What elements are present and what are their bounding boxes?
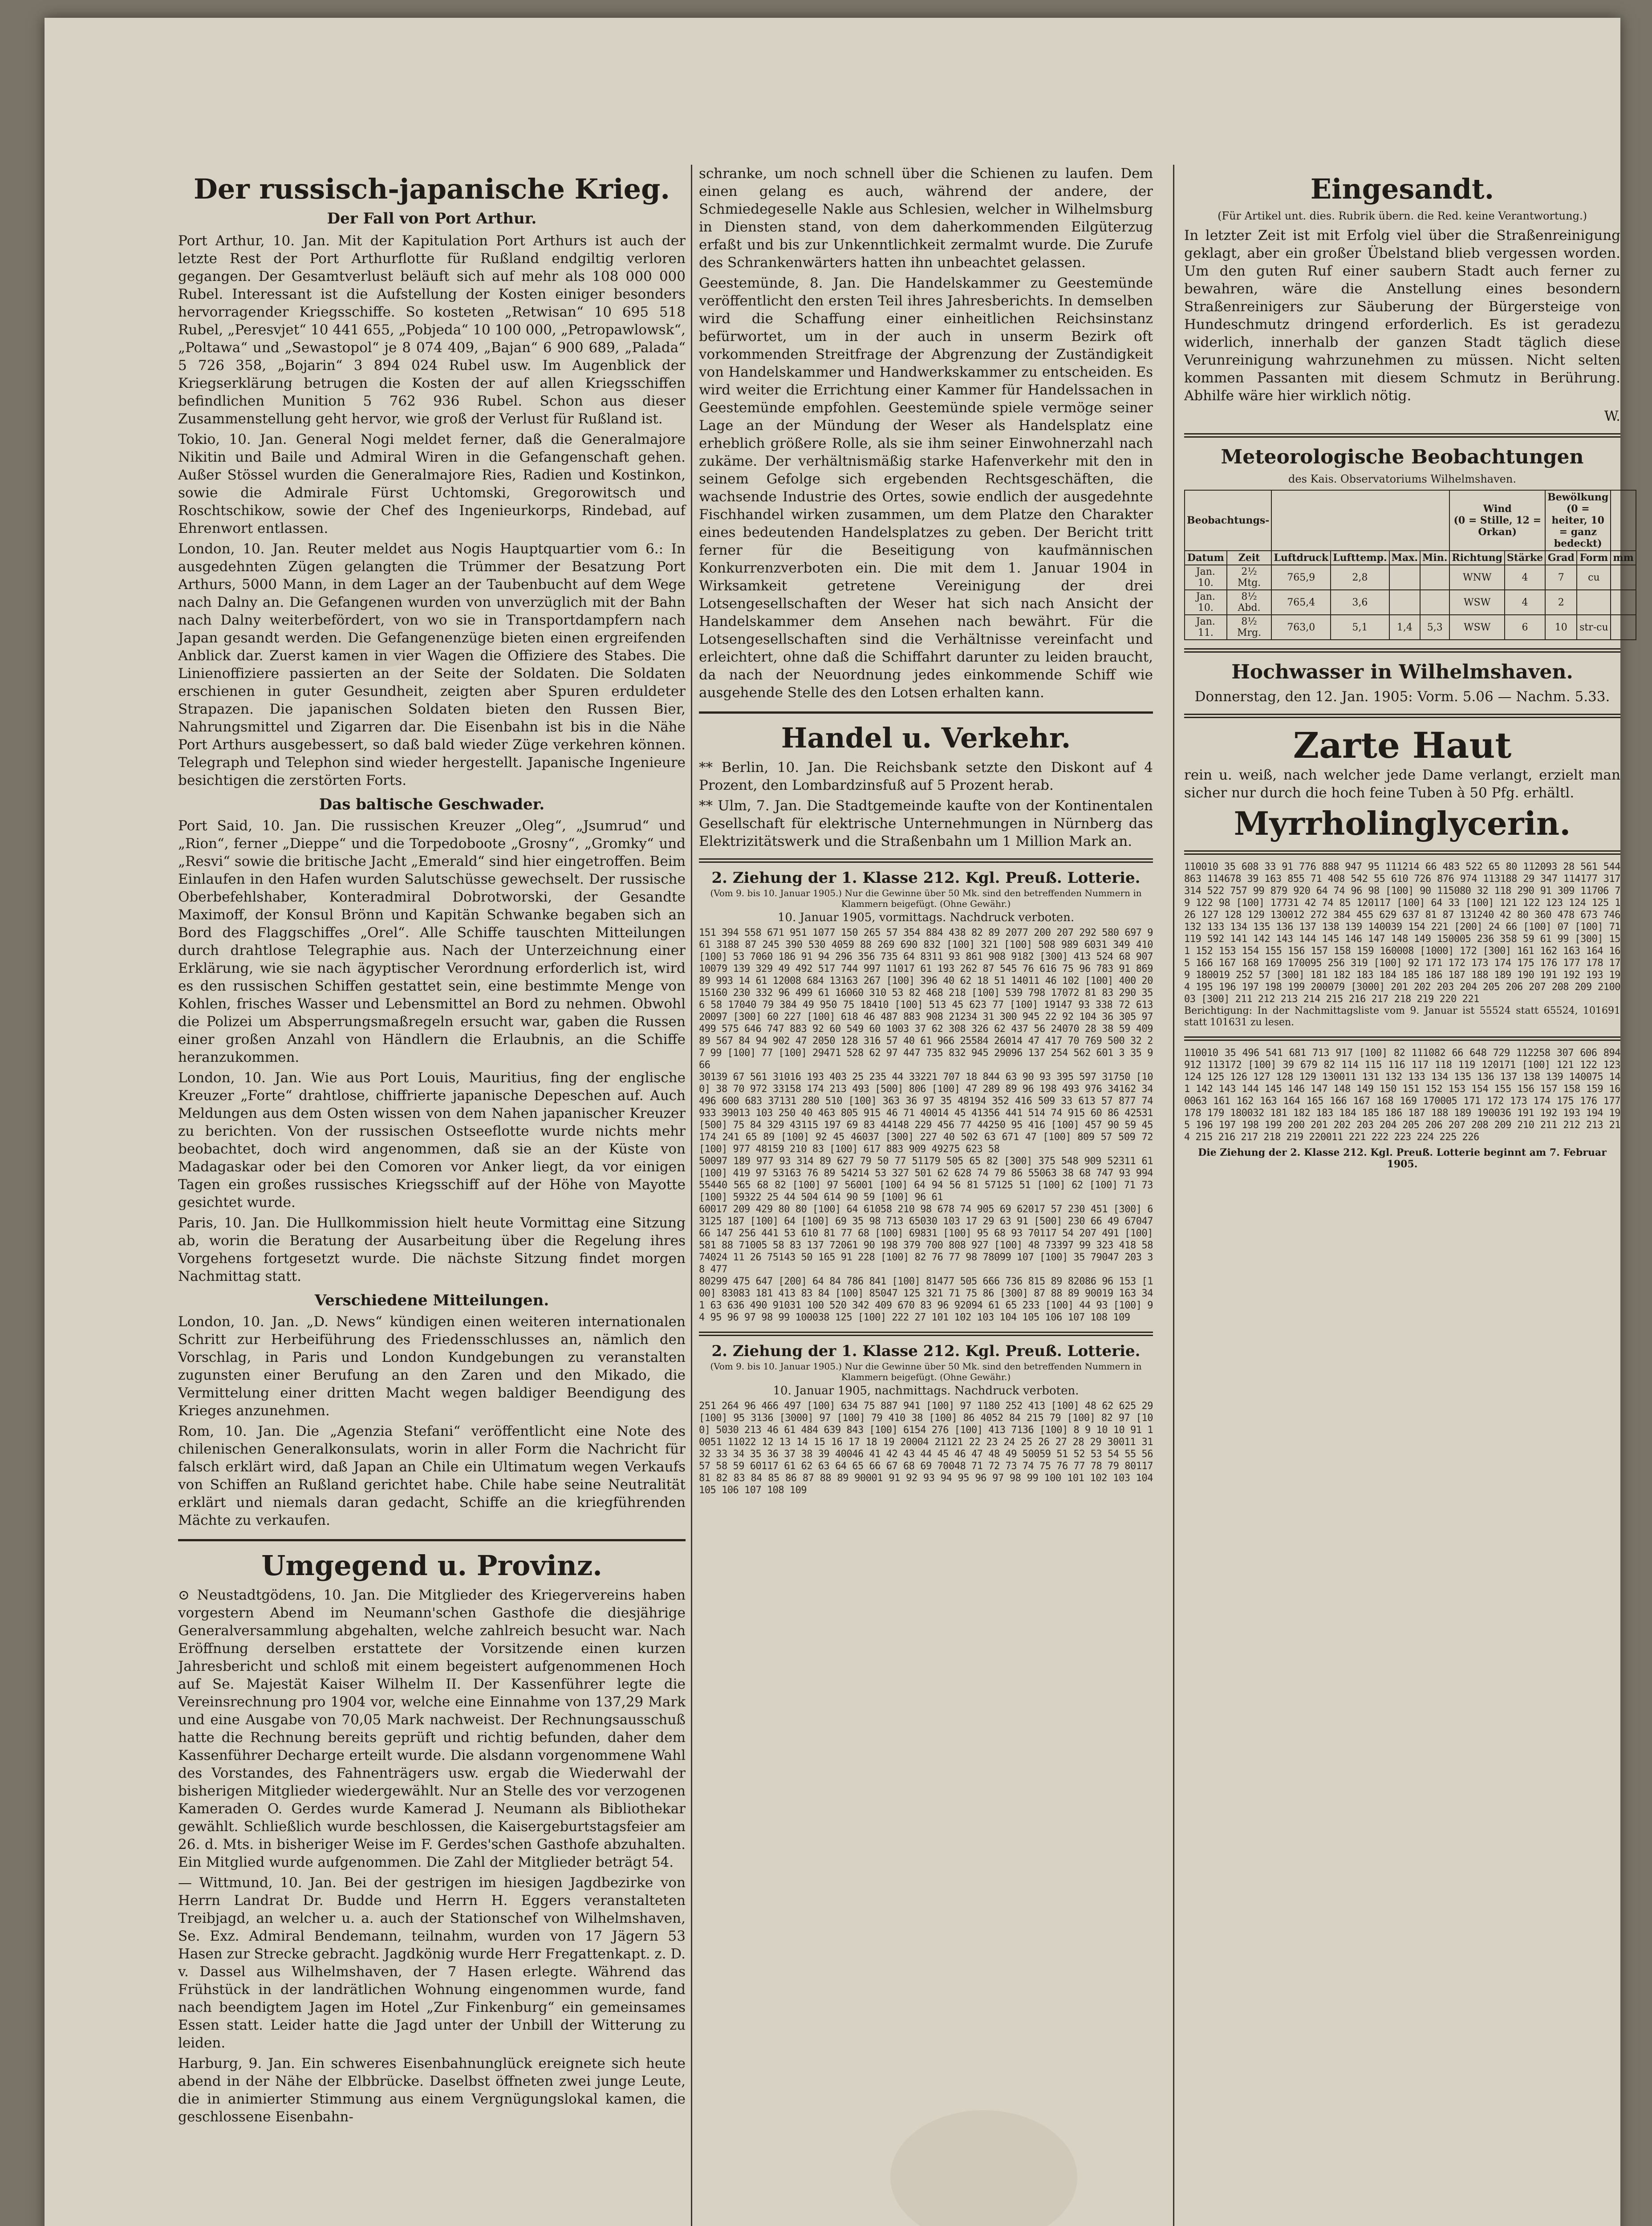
- table-header: [1271, 490, 1449, 551]
- table-header: Lufttemp.: [1331, 551, 1389, 565]
- lottery-numbers: 110010 35 608 33 91 776 888 947 95 111214 66 483 522 65 80 112093 28 561 544 863 114678 39 163 855 71 408 542 55 610 726 876 974 113188 29 347 114177 317 314 522 757 99 879 920 64 74 96 98 [100] 90 115080 32 118 290 91 309 11706 79 122 98 [100] 17731 42 74 85 120117 [100] 64 33 [100] 121 122 123 124 125 126 127 128 129 130012 272 384 455 629 637 81 87 131240 42 80 360 478 673 746 132 133 134 135 136 137 138 139 140039 154 221 [200] 24 66 [100] 07 [100] 71 119 592 141 142 143 144 145 146 147 148 149 150005 236 358 59 61 99 [300] 151 152 153 154 155 156 157 158 159 160008 [1000] 172 [300] 161 162 163 164 165 166 167 168 169 170095 256 319 [100] 92 171 172 173 174 175 176 177 178 179 180019 252 57 [300] 181 182 183 184 185 186 187 188 189 190 191 192 193 194 195 196 197 198 199 200079 [3000] 201 202 203 204 205 206 207 208 209 210003 [300] 211 212 213 214 215 216 217 218 219 220 221: [1184, 861, 1626, 1005]
- column-rule: [1173, 165, 1174, 2226]
- section-divider: [699, 711, 1153, 714]
- lottery-numbers: 251 264 96 466 497 [100] 634 75 887 941 [100] 97 1180 252 413 [100] 48 62 625 29 [100] 95 3136 [3000] 97 [100] 79 410 38 [100] 86 4052 84 215 79 [100] 82 97 [100] 5030 213 46 61 484 639 843 [100] 6154 276 [100] 413 7136 [100] 8 9 10 10 91 10051 11022 12 13 14 15 16 17 18 19 20004 21121 22 23 24 25 26 27 28 29 30011 31 32 33 34 35 36 37 38 39 40046 41 42 43 44 45 46 47 48 49 50059 51 52 53 54 55 56 57 58 59 60117 61 62 63 64 65 66 67 68 69 70048 71 72 73 74 75 76 77 78 79 80117 81 82 83 84 85 86 87 88 89 90001 91 92 93 94 95 96 97 98 99 100 101 102 103 104 105 106 107 108 109: [699, 1401, 1159, 1496]
- article-paragraph: In letzter Zeit ist mit Erfolg viel über die Straßenreinigung geklagt, aber ein großer Übelstand blieb vergessen worden. Um den guten Ruf einer saubern Stadt auch ferner zu bewahren, wäre die Anstellung eines besondern Straßenreinigers zur Säuberung der Bürgersteige von Hundeschmutz dringend erforderlich. Es ist geradezu widerlich, innerhalb der ganzen Stadt täglich diese Verunreinigung wahrzunehmen zu müssen. Nicht selten kommen Passanten mit diesem Schmutz in Berührung. Abhilfe wäre hier wirklich nötig.: [1184, 227, 1620, 404]
- article-paragraph: schranke, um noch schnell über die Schienen zu laufen. Dem einen gelang es auch, während der andere, der Schmiedegeselle Nakle aus Schlesien, welcher in Wilhelmsburg in Diensten stand, von dem daherkommenden Eilgüterzug erfaßt und bis zur Unkenntlichkeit zermalmt wurde. Die Zurufe des Schrankenwärters hatten ihn unbeachtet gelassen.: [699, 166, 1153, 271]
- table-header: Zeit: [1227, 551, 1272, 565]
- article-paragraph: London, 10. Jan. Reuter meldet aus Nogis Hauptquartier vom 6.: In ausgedehnten Zügen gelangten die Trümmer der Besatzung Port Arthurs, 5000 Mann, in dem Lager an der Taubenbucht auf dem Wege nach Dalny an. Die Gefangenen wurden von unverzüglich mit der Bahn nach Dalny weiterbefördert, von wo sie in Transportdampfern nach Japan gesandt werden. Die Gefangenenzüge bieten einen ergreifenden Anblick dar. Zuerst kamen in vier Wagen die Offiziere des Stabes. Die Linienoffiziere passierten an der Seite der Soldaten. Die Soldaten erschienen in guter Gesundheit, zeigten aber Spuren erduldeter Strapazen. Die japanischen Soldaten bieten den Russen Bier, Nahrungsmittel und Zigarren dar. Die Eisenbahn ist bis in die Nähe Port Arthurs ausgebessert, so daß bald wieder Züge verkehren können. Telegraph und Telephon sind wieder hergestellt. Japanische Ingenieure besichtigen die zerstörten Forts.: [178, 541, 686, 788]
- lottery-numbers: 30139 67 561 31016 193 403 25 235 44 33221 707 18 844 63 90 93 395 597 31750 [100] 38 70 972 33158 174 213 493 [500] 806 [100] 47 289 89 96 198 493 976 34162 34 496 600 683 37131 280 510 [100] 363 36 97 35 48194 352 416 509 33 613 57 877 74 933 39013 103 250 40 463 805 915 46 71 40014 45 41356 441 514 74 915 60 86 42531 [500] 75 84 329 43115 197 69 83 44148 229 456 77 44250 95 416 [100] 457 90 59 45174 241 65 89 [100] 92 45 46037 [300] 227 40 502 63 671 47 [100] 809 57 509 72 [100] 977 48159 210 83 [100] 617 883 909 49275 623 58: [699, 1072, 1159, 1155]
- lottery-numbers: 151 394 558 671 951 1077 150 265 57 354 884 438 82 89 2077 200 207 292 580 697 961 3188 87 245 390 530 4059 88 269 690 832 [100] 321 [100] 508 989 6031 349 410 [100] 53 7060 186 91 94 296 356 735 64 8311 93 861 908 9182 [300] 413 524 68 907 10079 139 329 49 492 517 744 997 11017 61 193 262 87 545 76 616 75 96 783 91 869 89 993 14 61 12008 684 13163 267 [100] 396 40 62 18 51 14011 46 102 [100] 400 20 15160 230 332 96 499 61 16060 310 53 82 468 218 [100] 539 798 17072 81 83 290 356 58 17040 79 384 49 950 75 18410 [100] 513 45 623 77 [100] 19147 93 338 72 613 20097 [300] 60 227 [100] 618 46 487 883 908 21234 31 300 945 22 92 104 36 305 97 499 575 646 747 883 92 60 549 60 1003 37 62 308 326 62 437 56 24070 28 38 59 409 89 567 84 94 902 47 2050 128 316 57 40 61 966 25584 26014 47 417 70 769 500 32 27 99 [100] 77 [100] 29471 528 62 97 447 735 832 945 29096 137 254 562 601 3 35 966: [699, 927, 1159, 1071]
- article-paragraph: Paris, 10. Jan. Die Hullkommission hielt heute Vormittag eine Sitzung ab, worin die Beratung der Ausarbeitung über die Regelung ihres Vorgehens fortgesetzt wurde. Die nächste Sitzung findet morgen Nachmittag statt.: [178, 1215, 686, 1284]
- editorial-note: (Für Artikel unt. dies. Rubrik übern. die Red. keine Verantwortung.): [1218, 210, 1587, 222]
- weather-table: [1184, 490, 1636, 640]
- table-header: Stärke: [1505, 551, 1545, 565]
- war-subheadline: Der Fall von Port Arthur.: [327, 210, 537, 227]
- article-paragraph: Tokio, 10. Jan. General Nogi meldet ferner, daß die Generalmajore Nikitin und Baile und Admiral Wiren in die Gefangenschaft gehen. Außer Stössel wurden die Generalmajore Ries, Radien und Kostinkon, sowie die Admirale Fürst Uchtomski, Gregorowitsch und Roschtschikow, sowie der Chef des Ingenieurkorps, Rindebad, auf Ehrenwort entlassen.: [178, 431, 686, 536]
- lottery-date: 10. Januar 1905, vormittags. Nachdruck verboten.: [777, 911, 1075, 924]
- trade-headline: Handel u. Verkehr.: [781, 722, 1071, 754]
- table-header: Richtung: [1449, 551, 1505, 565]
- signature: W.: [1604, 408, 1620, 424]
- article-paragraph: ⊙ Neustadtgödens, 10. Jan. Die Mitglieder des Kriegervereins haben vorgestern Abend im Neumann'schen Gasthofe die diesjährige Generalversammlung abgehalten, welche zahlreich besucht war. Nach Eröffnung derselben erstattete der Vorsitzende einen kurzen Jahresbericht und schloß mit einem begeistert aufgenommenen Hoch auf Se. Majestät Kaiser Wilhelm II. Der Kassenführer legte die Vereinsrechnung pro 1904 vor, welche eine Einnahme von 137,29 Mark und eine Ausgabe von 70,05 Mark nachweist. Der Rechnungsausschuß hatte die Rechnung bereits geprüft und richtig befunden, daher dem Kassenführer Decharge erteilt wurde. Die alsdann vorgenommene Wahl des Vorstandes, des Fahnenträgers usw. ergab die Wiederwahl der bisherigen Mitglieder wiedergewählt. Nur an Stelle des vor verzogenen Kameraden O. Gerdes wurde Kamerad J. Neumann als Bibliothekar gewählt. Schließlich wurde beschlossen, die Kaisergeburtstagsfeier am 26. d. Mts. in bisheriger Weise im F. Gerdes'schen Gasthofe abzuhalten. Ein Mitglied wurde aufgenommen. Die Zahl der Mitglieder beträgt 54.: [178, 1587, 686, 1870]
- column-rule: [691, 165, 692, 2226]
- table-row: Jan. 11. 8½ Mrg. 763,0 5,1 1,4 5,3 WSW 6 10 str-cu: [1185, 615, 1636, 640]
- section-divider: [699, 858, 1153, 863]
- meteo-subheadline: des Kais. Observatoriums Wilhelmshaven.: [1288, 473, 1516, 485]
- section-divider: [1184, 1036, 1620, 1041]
- table-header: Max.: [1389, 551, 1420, 565]
- table-header: Min.: [1420, 551, 1449, 565]
- article-paragraph: London, 10. Jan. „D. News“ kündigen einen weiteren internationalen Schritt zur Herbeiführung des Friedensschlusses an, nämlich den Vorschlag, in Paris und London Kundgebungen zu veranstalten zugunsten einer Berufung an den Zaren und den Mikado, die Vermittelung einer dritten Macht wegen baldiger Beendigung des Krieges anzunehmen.: [178, 1314, 686, 1419]
- ad-product: Myrrholinglycerin.: [1234, 804, 1571, 842]
- ad-headline: Zarte Haut: [1293, 724, 1512, 766]
- lottery-footer: Die Ziehung der 2. Klasse 212. Kgl. Preuß. Lotterie beginnt am 7. Februar 1905.: [1198, 1147, 1607, 1170]
- table-header: Form: [1577, 551, 1611, 565]
- article-paragraph: Harburg, 9. Jan. Ein schweres Eisenbahnunglück ereignete sich heute abend in der Nähe der Elbbrücke. Daselbst öffneten zwei junge Leute, die in animierter Stimmung aus einem Vergnügungslokal kamen, die geschlossene Eisenbahn-: [178, 2055, 686, 2125]
- newspaper-page: [45, 18, 1634, 2226]
- table-row: Jan. 10. 2½ Mtg. 765,9 2,8 WNW 4 7 cu: [1185, 565, 1636, 590]
- table-header: Datum: [1185, 551, 1227, 565]
- section-divider: [1184, 850, 1620, 855]
- lottery-title: 2. Ziehung der 1. Klasse 212. Kgl. Preuß. Lotterie.: [711, 1342, 1141, 1360]
- war-headline: Der russisch-japanische Krieg.: [193, 173, 670, 205]
- table-header: [1611, 490, 1636, 551]
- tide-headline: Hochwasser in Wilhelmshaven.: [1231, 661, 1573, 683]
- table-header: Beobachtungs-: [1185, 490, 1271, 551]
- section-divider: [699, 1332, 1153, 1336]
- lottery-numbers: 80299 475 647 [200] 64 84 786 841 [100] 81477 505 666 736 815 89 82086 96 153 [100] 83083 181 413 83 84 [100] 85047 125 321 71 75 86 [300] 87 88 89 90019 163 341 63 636 490 91031 100 520 342 409 670 83 96 92094 61 65 233 [100] 44 93 [100] 94 95 96 97 98 99 100038 125 [100] 222 27 101 102 103 104 105 106 107 108 109: [699, 1276, 1153, 1323]
- meteo-headline: Meteorologische Beobachtungen: [1221, 446, 1584, 468]
- table-header: Bewölkung (0 = heiter, 10 = ganz bedeckt): [1545, 490, 1611, 551]
- table-header: Luftdruck: [1271, 551, 1331, 565]
- column-left: [178, 165, 686, 2129]
- table-header: Grad: [1545, 551, 1577, 565]
- section-heading: Verschiedene Mitteilungen.: [314, 1292, 549, 1309]
- ad-text: rein u. weiß, nach welcher jede Dame verlangt, erzielt man sicher nur durch die hoch feine Tuben à 50 Pfg. erhältl.: [1184, 767, 1620, 801]
- section-divider: [178, 1539, 686, 1541]
- article-paragraph: Port Arthur, 10. Jan. Mit der Kapitulation Port Arthurs ist auch der letzte Rest der Port Arthurflotte für Rußland endgiltig verloren gegangen. Der Gesamtverlust beläuft sich auf mehr als 108 000 000 Rubel. Interessant ist die Aufstellung der Kosten einiger besonders hervorragender Kriegsschiffe. So kosteten „Retwisan“ 10 695 518 Rubel, „Peresvjet“ 10 441 655, „Pobjeda“ 10 100 000, „Petropawlowsk“, „Poltawa“ und „Sewastopol“ je 8 074 409, „Bajan“ 6 900 689, „Palada“ 5 726 358, „Bojarin“ 3 894 024 Rubel usw. Im Augenblick der Kriegserklärung betrugen die Kosten der auf allen Kriegsschiffen befindlichen Munition 5 762 936 Rubel. Schon aus dieser Zusammenstellung geht hervor, wie groß der Verlust für Rußland ist.: [178, 233, 686, 427]
- eingesandt-headline: Eingesandt.: [1310, 173, 1494, 205]
- section-heading: Das baltische Geschwader.: [319, 796, 545, 813]
- lottery-note: (Vom 9. bis 10. Januar 1905.) Nur die Gewinne über 50 Mk. sind den betreffenden Nummern in Klammern beigefügt. (Ohne Gewähr.): [710, 1361, 1142, 1382]
- column-right: [1184, 165, 1634, 1170]
- lottery-numbers: 110010 35 496 541 681 713 917 [100] 82 111082 66 648 729 112258 307 606 894 912 113172 [100] 39 679 82 114 115 116 117 118 119 120171 [100] 121 122 123 124 125 126 127 128 129 130011 131 132 133 134 135 136 137 138 139 140075 141 142 143 144 145 146 147 148 149 150 151 152 153 154 155 156 157 158 159 160063 161 162 163 164 165 166 167 168 169 170005 171 172 173 174 175 176 177 178 179 180032 181 182 183 184 185 186 187 188 189 190036 191 192 193 194 195 196 197 198 199 200 201 202 203 204 205 206 207 208 209 210 211 212 213 214 215 216 217 218 219 220011 221 222 223 224 225 226: [1184, 1048, 1626, 1143]
- table-header: mm: [1611, 551, 1636, 565]
- article-paragraph: — Wittmund, 10. Jan. Bei der gestrigen im hiesigen Jagdbezirke von Herrn Landrat Dr. Budde und Herrn H. Eggers veranstalteten Treibjagd, an welcher u. a. auch der Stationschef von Wilhelmshaven, Se. Exz. Admiral Bendemann, teilnahm, wurden von 17 Jägern 53 Hasen zur Strecke gebracht. Jagdkönig wurde Herr Fregattenkapt. z. D. v. Dassel aus Wilhelmshaven, der 7 Hasen erlegte. Während das Frühstück in der landrätlichen Wohnung eingenommen wurde, fand nach beendigtem Jagen im Hotel „Zur Finkenburg“ ein gemeinsames Essen statt. Leider hatte die Jagd unter der Unbill der Witterung zu leiden.: [178, 1875, 686, 2051]
- article-paragraph: Port Said, 10. Jan. Die russischen Kreuzer „Oleg“, „Jsumrud“ und „Rion“, ferner „Dieppe“ und die Torpedoboote „Grosny“, „Gromky“ und „Resvi“ sowie die britische Jacht „Emerald“ sind hier eingetroffen. Beim Einlaufen in den Hafen wurden Salutschüsse gewechselt. Der russische Oberbefehlshaber, Konteradmiral Dobrotworski, der Gesandte Maximoff, der Konsul Brönn und Kapitän Schwanke begaben sich an Bord des Flaggschiffes „Orel“. Alle Schiffe tauschten Mitteilungen durch drahtlose Telegraphie aus. Nach der Unterzeichnung einer Erklärung, wie sie nach ägyptischer Verordnung erforderlich ist, wird es den russischen Schiffen gestattet sein, eine bestimmte Menge von Kohlen, frisches Wasser und Lebensmittel an Bord zu nehmen. Obwohl die Polizei um Absperrungsmaßregeln ersucht war, gaben die Russen einer großen Anzahl von Händlern die Erlaubnis, an die Schiffe heranzukommen.: [178, 818, 686, 1065]
- lottery-numbers: 50097 189 977 93 314 89 627 79 50 77 51179 505 65 82 [300] 375 548 909 52311 61 [100] 419 97 53163 76 89 54214 53 327 501 62 628 74 79 86 55063 38 68 747 93 994 55440 565 68 82 [100] 97 56001 [100] 64 94 56 81 57125 51 [100] 62 [100] 71 73 [100] 59322 25 44 504 614 90 59 [100] 96 61: [699, 1156, 1159, 1203]
- section-divider: [1184, 648, 1620, 653]
- lottery-title: 2. Ziehung der 1. Klasse 212. Kgl. Preuß. Lotterie.: [711, 869, 1141, 887]
- tide-times: Donnerstag, den 12. Jan. 1905: Vorm. 5.06 — Nachm. 5.33.: [1194, 689, 1610, 705]
- article-paragraph: ** Berlin, 10. Jan. Die Reichsbank setzte den Diskont auf 4 Prozent, den Lombardzinsfuß auf 5 Prozent herab.: [699, 760, 1153, 793]
- lottery-date: 10. Januar 1905, nachmittags. Nachdruck verboten.: [773, 1384, 1079, 1397]
- article-paragraph: London, 10. Jan. Wie aus Port Louis, Mauritius, fing der englische Kreuzer „Forte“ drahtlose, chiffrierte japanische Depeschen auf. Auch Meldungen aus dem Osten wissen von dem Nahen japanischer Kreuzer zu berichten. Von der russischen Ostseeflotte wurde nichts mehr beobachtet, doch wird angenommen, daß sie an der Küste von Madagaskar oder bei den Comoren vor Anker liegt, da vor einigen Tagen ein großes russisches Kriegsschiff auf der Höhe von Mayotte gesichtet wurde.: [178, 1070, 686, 1210]
- table-row: Jan. 10. 8½ Abd. 765,4 3,6 WSW 4 2: [1185, 590, 1636, 615]
- table-header-row: [1185, 551, 1636, 565]
- section-divider: [1184, 714, 1620, 718]
- article-paragraph: ** Ulm, 7. Jan. Die Stadtgemeinde kaufte von der Kontinentalen Gesellschaft für elektrische Unternehmungen in Nürnberg das Elektrizitätswerk und die Straßenbahn um 1 Million Mark an.: [699, 798, 1153, 849]
- lottery-numbers: 60017 209 429 80 80 [100] 64 61058 210 98 678 74 905 69 62017 57 230 451 [300] 63125 187 [100] 64 [100] 69 35 98 713 65030 103 17 29 63 91 [500] 230 66 49 67047 66 147 256 441 53 610 81 77 68 [100] 69831 [100] 95 68 93 70117 54 207 491 [100] 581 88 71005 58 83 137 72061 90 198 379 700 808 927 [100] 48 73397 99 323 418 58 74024 11 26 75143 50 165 91 228 [100] 82 76 77 98 78099 107 [100] 35 79047 203 38 477: [699, 1204, 1159, 1275]
- article-paragraph: Geestemünde, 8. Jan. Die Handelskammer zu Geestemünde veröffentlicht den ersten Teil ihres Jahresberichts. In demselben wird die Schaffung einer einheitlichen Reichsinstanz befürwortet, um in der auch in unserm Bezirk oft vorkommenden Streitfrage der Abgrenzung der Zuständigkeit von Handelskammer und Handwerkskammer zu entscheiden. Es wird weiter die Errichtung einer Kammer für Handelssachen in Geestemünde empfohlen. Geestemünde spiele vermöge seiner Lage an der Mündung der Weser als Handelsplatz eine erheblich größere Rolle, als sie ihm seiner Einwohnerzahl nach zukäme. Der verhältnismäßig starke Hafenverkehr mit den in seinem Gefolge sich ergebenden Rechtsgeschäften, die wachsende Industrie des Ortes, sowie endlich der ausgedehnte Fischhandel wirken zusammen, um dem Platze den Charakter eines bedeutenden Handelsplatzes zu geben. Der Bericht tritt ferner für die Beseitigung von kaufmännischen Konkurrenzverboten ein. Die mit dem 1. Januar 1904 in Wirksamkeit getretene Vereinigung der drei Lotsengesellschaften der Weser hat sich nach Ansicht der Handelskammer dem Ansehen nach bewährt. Für die Lotsengesellschaften sind die Verhältnisse vereinfacht und erleichtert, ohne daß die Schiffahrt darunter zu leiden braucht, da nach der Neuordnung jedes einkommende Schiff wie ausgehende Stelle des den Lotsen erhalten kann.: [699, 275, 1153, 701]
- article-paragraph: Rom, 10. Jan. Die „Agenzia Stefani“ veröffentlicht eine Note des chilenischen Generalkonsulats, worin in aller Form die Nachricht für falsch erklärt wird, daß Japan an Chile ein Ultimatum wegen Verkaufs von Schiffen an Rußland gerichtet habe. Chile habe seine Neutralität erklärt und niemals daran gedacht, Schiffe an die kriegführenden Mächte zu verkaufen.: [178, 1423, 686, 1528]
- advertisement: [1184, 724, 1620, 842]
- province-headline: Umgegend u. Provinz.: [261, 1549, 602, 1582]
- correction-note: Berichtigung: In der Nachmittagsliste vom 9. Januar ist 55524 statt 65524, 101691 statt 101631 zu lesen.: [1184, 1005, 1620, 1028]
- table-header: Wind (0 = Stille, 12 = Orkan): [1449, 490, 1545, 551]
- lottery-note: (Vom 9. bis 10. Januar 1905.) Nur die Gewinne über 50 Mk. sind den betreffenden Nummern in Klammern beigefügt. (Ohne Gewähr.): [710, 888, 1142, 909]
- table-header-row: [1185, 490, 1636, 551]
- paper-stain: [890, 2110, 1077, 2226]
- column-middle: [699, 165, 1159, 1496]
- section-divider: [1184, 433, 1620, 438]
